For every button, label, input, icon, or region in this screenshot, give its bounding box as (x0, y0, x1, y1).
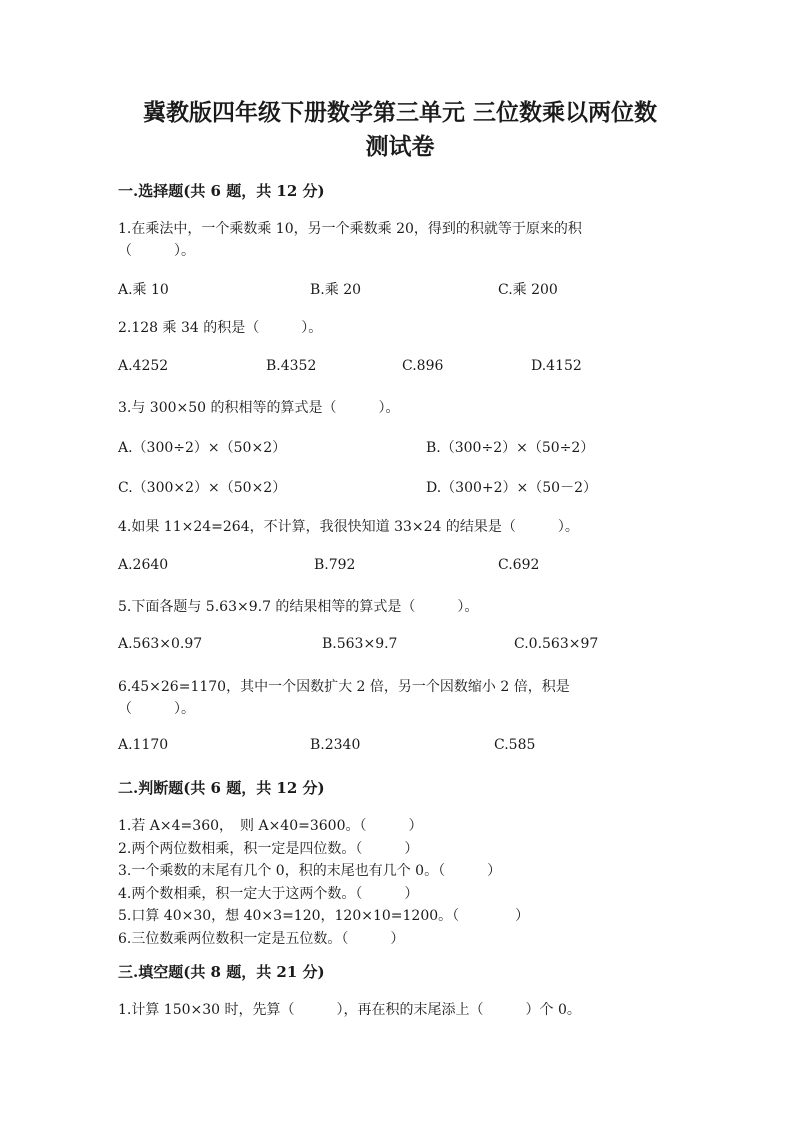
question-stem: 3.与 300×50 的积相等的算式是（ ）。 (118, 400, 400, 416)
options-q1 (118, 279, 678, 301)
options-q2 (118, 358, 678, 380)
option-b[interactable]: B.2340 (310, 737, 361, 753)
question-1 (118, 218, 678, 262)
judge-question-list (118, 815, 529, 950)
title-line-1: 冀教版四年级下册数学第三单元 三位数乘以两位数 (142, 99, 657, 126)
judge-question: 6.三位数乘两位数积一定是五位数。（ ） (118, 930, 405, 947)
question-5 (118, 596, 678, 618)
option-c[interactable]: C.896 (402, 358, 444, 374)
judge-question: 1.若 A×4=360， 则 A×40=3600。（ ） (118, 818, 423, 834)
fill-question-1 (118, 999, 678, 1021)
options-q4 (118, 557, 678, 579)
option-c[interactable]: C.乘 200 (498, 282, 558, 298)
option-a[interactable]: A.（300÷2）×（50×2） (118, 440, 287, 456)
option-a[interactable]: A.4252 (118, 358, 169, 374)
title-line-2: 测试卷 (365, 133, 435, 160)
option-a[interactable]: A.2640 (118, 557, 169, 573)
options-q5 (118, 636, 678, 658)
option-d[interactable]: D.4152 (531, 358, 582, 374)
option-c[interactable]: C.0.563×97 (514, 636, 599, 652)
option-c[interactable]: C.585 (494, 737, 536, 753)
options-q3-row2 (118, 477, 678, 499)
judge-question: 2.两个两位数相乘，积一定是四位数。（ ） (118, 840, 419, 857)
option-c[interactable]: C.692 (498, 557, 540, 573)
section-heading-judge: 二.判断题(共 6 题，共 12 分) (118, 779, 325, 797)
question-stem-cont: （ ）。 (118, 243, 195, 259)
question-stem: 6.45×26=1170，其中一个因数扩大 2 倍，另一个因数缩小 2 倍，积是 (118, 679, 570, 695)
question-4 (118, 516, 678, 538)
question-stem: 5.下面各题与 5.63×9.7 的结果相等的算式是（ ）。 (118, 599, 479, 615)
page-title (0, 96, 800, 164)
option-b[interactable]: B.乘 20 (310, 282, 362, 298)
option-a[interactable]: A.乘 10 (118, 282, 169, 298)
judge-question: 4.两个数相乘，积一定大于这两个数。（ ） (118, 885, 419, 902)
option-b[interactable]: B.4352 (266, 358, 317, 374)
option-b[interactable]: B.563×9.7 (322, 636, 398, 652)
option-d[interactable]: D.（300+2）×（50－2） (426, 480, 597, 496)
judge-question: 5.口算 40×30，想 40×3=120，120×10=1200。（ ） (118, 908, 530, 924)
question-2 (118, 317, 678, 339)
option-b[interactable]: B.（300÷2）×（50÷2） (426, 440, 595, 456)
section-heading-choice: 一.选择题(共 6 题，共 12 分) (118, 182, 325, 200)
question-stem: 2.128 乘 34 的积是（ ）。 (118, 320, 323, 336)
options-q6 (118, 737, 678, 759)
question-3 (118, 397, 678, 419)
option-a[interactable]: A.1170 (118, 737, 169, 753)
question-stem: 1.计算 150×30 时，先算（ ），再在积的末尾添上（ ）个 0。 (118, 1002, 581, 1018)
option-c[interactable]: C.（300×2）×（50×2） (118, 480, 287, 496)
question-6 (118, 676, 678, 720)
question-stem: 4.如果 11×24=264，不计算，我很快知道 33×24 的结果是（ ）。 (118, 519, 579, 535)
judge-question: 3.一个乘数的末尾有几个 0，积的末尾也有几个 0。（ ） (118, 863, 502, 879)
options-q3-row1 (118, 437, 678, 459)
option-b[interactable]: B.792 (314, 557, 356, 573)
question-stem-cont: （ ）。 (118, 701, 195, 717)
section-heading-fill: 三.填空题(共 8 题，共 21 分) (118, 963, 325, 981)
option-a[interactable]: A.563×0.97 (118, 636, 203, 652)
question-stem: 1.在乘法中，一个乘数乘 10，另一个乘数乘 20，得到的积就等于原来的积 (118, 221, 582, 237)
